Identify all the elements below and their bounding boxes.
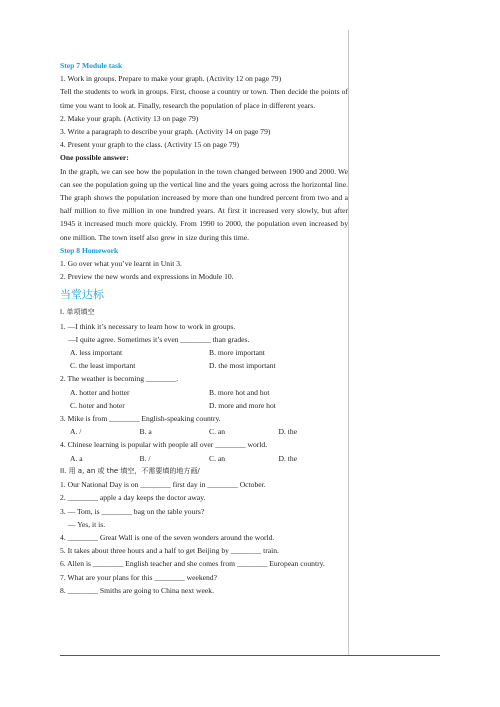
q4-option-d: D. the	[278, 453, 298, 463]
q4-option-c: C. an	[209, 453, 226, 463]
q1-options-row-1	[60, 346, 348, 359]
q4-options	[60, 452, 348, 465]
q2-option-d: D. more and more hot	[209, 400, 276, 410]
part2-item-2: 2. ________ apple a day keeps the doctor away.	[60, 493, 206, 503]
step7-heading: Step 7 Module task	[60, 61, 123, 70]
column-rule	[348, 30, 349, 655]
q3-option-d: D. the	[278, 427, 298, 437]
part2-item-5: 5. It takes about three hours and a half to get Beijing by ________ train.	[60, 546, 279, 556]
answer-text: In the graph, we can see how the population in the town changed between 1900 and 2000. We can see the population going up the vertical line and the years going across the horizontal line. The graph shows the population increased by more than one hundred percent from two and a half million to five million in one hundred years. At first it increased very slowly, but after 1945 it increased much more quickly. From 1990 to 2000, the population even increased by one million. The town itself also grew in size during this time.	[60, 166, 348, 242]
step7-line-2: Tell the students to work in groups. First, choose a country or town. Then decide the points of time you want to look at. Finally, research the population of place in different years.	[60, 87, 348, 110]
q2-options-row-2	[60, 399, 348, 412]
q3-option-b: B. a	[139, 427, 152, 437]
step8-heading: Step 8 Homework	[60, 245, 119, 255]
q3-options	[60, 425, 348, 438]
q2-option-b: B. more hot and hot	[209, 387, 270, 397]
step7-line-1: 1. Work in groups. Prepare to make your graph. (Activity 12 on page 79)	[60, 74, 282, 84]
q2-line-1: 2. The weather is becoming ________.	[60, 374, 179, 384]
step7-line-4: 3. Write a paragraph to describe your graph. (Activity 14 on page 79)	[60, 127, 271, 137]
q1-option-b: B. more important	[209, 348, 265, 358]
q4-option-a: A. a	[70, 453, 83, 463]
q2-option-c: C. hoter and hoter	[70, 400, 125, 410]
part2-item-8: 8. ________ Smiths are going to China next week.	[60, 585, 214, 595]
q1-line-1: 1. —I think it’s necessary to learn how to work in groups.	[60, 321, 236, 331]
q1-option-c: C. the least important	[70, 361, 136, 371]
step7-line-5: 4. Present your graph to the class. (Activity 15 on page 79)	[60, 140, 240, 150]
q2-option-a: A. hotter and hotter	[70, 387, 130, 397]
footer-rule	[60, 655, 440, 656]
answer-heading: One possible answer:	[60, 153, 129, 163]
q1-option-d: D. the most important	[209, 361, 276, 371]
step8-line-1: 1. Go over what you’ve learnt in Unit 3.	[60, 259, 182, 269]
part2-item-7: 7. What are your plans for this ________ weekend?	[60, 572, 217, 582]
part2-item-3-answer: — Yes, it is.	[68, 519, 106, 529]
step8-line-2: 2. Preview the new words and expressions in Module 10.	[60, 272, 234, 282]
part2-item-3: 3. — Tom, is ________ bag on the table yours?	[60, 506, 205, 516]
part2-item-6: 6. Allen is ________ English teacher and she comes from ________ European country.	[60, 559, 325, 569]
q1-options-row-2	[60, 359, 348, 372]
part2-item-1: 1. Our National Day is on ________ first day in ________ October.	[60, 480, 266, 490]
q3-line-1: 3. Mike is from ________ English-speaking country.	[60, 414, 221, 424]
part2-item-4: 4. ________ Great Wall is one of the seven wonders around the world.	[60, 532, 275, 542]
section-title: 当堂达标	[60, 288, 104, 302]
q4-option-b: B. /	[139, 453, 151, 463]
step7-line-3: 2. Make your graph. (Activity 13 on page 79)	[60, 113, 199, 123]
q2-options-row-1	[60, 386, 348, 399]
part1-heading: I. 单项填空	[60, 308, 95, 317]
q4-line-1: 4. Chinese learning is popular with people all over ________ world.	[60, 440, 268, 450]
q3-option-c: C. an	[209, 427, 226, 437]
part2-heading: II. 用 a, an 或 the 填空，不需要填的地方画/	[60, 466, 200, 475]
q1-line-2: —I quite agree. Sometimes it’s even ________ than grades.	[68, 334, 250, 344]
q3-option-a: A. /	[70, 427, 82, 437]
page-content	[60, 59, 348, 597]
q1-option-a: A. less important	[70, 348, 123, 358]
